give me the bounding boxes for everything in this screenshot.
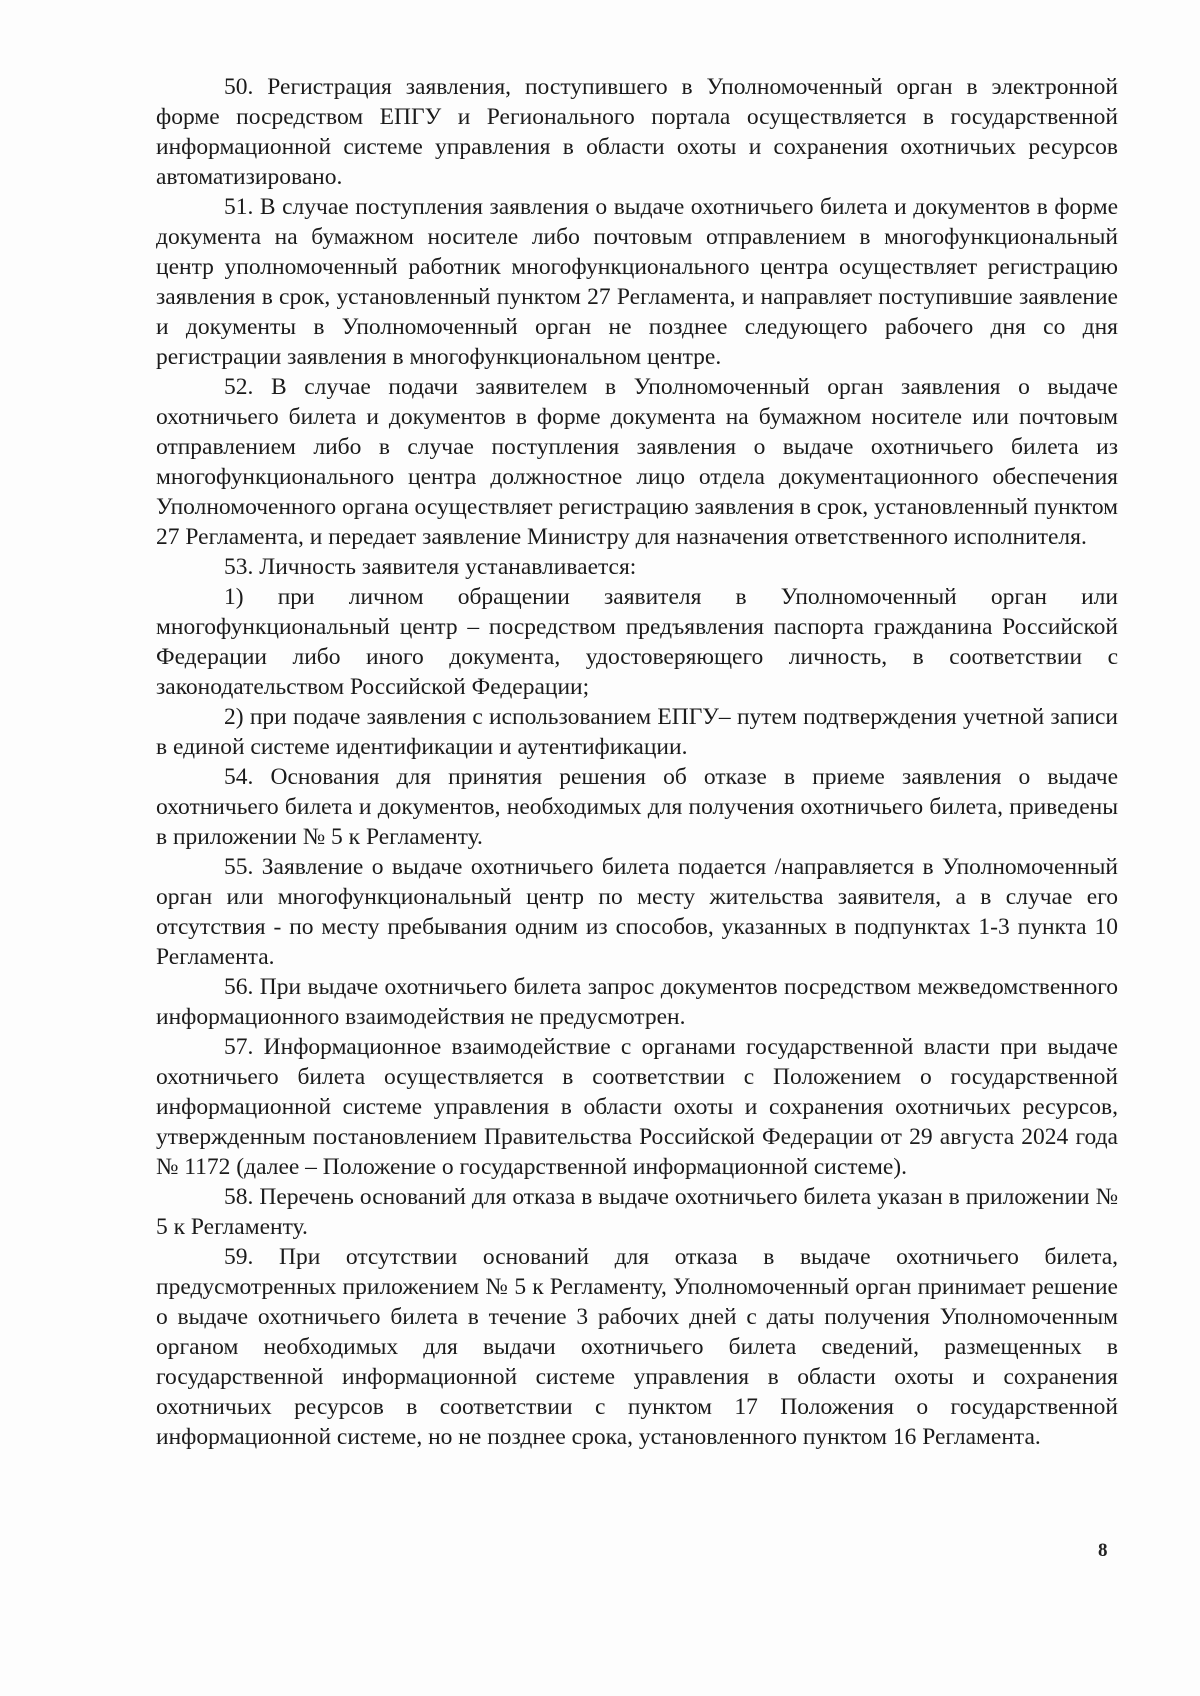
paragraph-54: 54. Основания для принятия решения об отказе в приеме заявления о выдаче охотничьего билета и документов, необходимых для получения охотничьего билета, приведены в приложении № 5 к Регламенту. [156,764,1118,850]
document-body [156,72,1118,1452]
paragraph-50: 50. Регистрация заявления, поступившего в Уполномоченный орган в электронной форме посредством ЕПГУ и Регионального портала осуществляется в государственной информационной системе управления в области охоты и сохранения охотничьих ресурсов автоматизировано. [156,74,1118,190]
page-number: 8 [1098,1540,1108,1561]
paragraph-58: 58. Перечень оснований для отказа в выдаче охотничьего билета указан в приложении № 5 к Регламенту. [156,1184,1118,1240]
paragraph-52: 52. В случае подачи заявителем в Уполномоченный орган заявления о выдаче охотничьего билета и документов в форме документа на бумажном носителе или почтовым отправлением либо в случае поступления заявления о выдаче охотничьего билета из многофункционального центра должностное лицо отдела документационного обеспечения Уполномоченного органа осуществляет регистрацию заявления в срок, установленный пунктом 27 Регламента, и передает заявление Министру для назначения ответственного исполнителя. [156,374,1118,550]
paragraph-59: 59. При отсутствии оснований для отказа в выдаче охотничьего билета, предусмотренных приложением № 5 к Регламенту, Уполномоченный орган принимает решение о выдаче охотничьего билета в течение 3 рабочих дней с даты получения Уполномоченным органом необходимых для выдачи охотничьего билета сведений, размещенных в государственной информационной системе управления в области охоты и сохранения охотничьих ресурсов в соответствии с пунктом 17 Положения о государственной информационной системе, но не позднее срока, установленного пунктом 16 Регламента. [156,1244,1118,1450]
paragraph-55: 55. Заявление о выдаче охотничьего билета подается /направляется в Уполномоченный орган или многофункциональный центр по месту жительства заявителя, а в случае его отсутствия - по месту пребывания одним из способов, указанных в подпунктах 1-3 пункта 10 Регламента. [156,854,1118,970]
paragraph-57: 57. Информационное взаимодействие с органами государственной власти при выдаче охотничьего билета осуществляется в соответствии с Положением о государственной информационной системе управления в области охоты и сохранения охотничьих ресурсов, утвержденным постановлением Правительства Российской Федерации от 29 августа 2024 года № 1172 (далее – Положение о государственной информационной системе). [156,1034,1118,1180]
paragraph-56: 56. При выдаче охотничьего билета запрос документов посредством межведомственного информационного взаимодействия не предусмотрен. [156,974,1118,1030]
paragraph-53-item-2: 2) при подаче заявления с использованием ЕПГУ– путем подтверждения учетной записи в единой системе идентификации и аутентификации. [156,704,1118,760]
paragraph-53: 53. Личность заявителя устанавливается: [224,554,637,580]
paragraph-53-item-1: 1) при личном обращении заявителя в Уполномоченный орган или многофункциональный центр – посредством предъявления паспорта гражданина Российской Федерации либо иного документа, удостоверяющего личность, в соответствии с законодательством Российской Федерации; [156,584,1118,700]
paragraph-51: 51. В случае поступления заявления о выдаче охотничьего билета и документов в форме документа на бумажном носителе либо почтовым отправлением в многофункциональный центр уполномоченный работник многофункционального центра осуществляет регистрацию заявления в срок, установленный пунктом 27 Регламента, и направляет поступившие заявление и документы в Уполномоченный орган не позднее следующего рабочего дня со дня регистрации заявления в многофункциональном центре. [156,194,1118,370]
